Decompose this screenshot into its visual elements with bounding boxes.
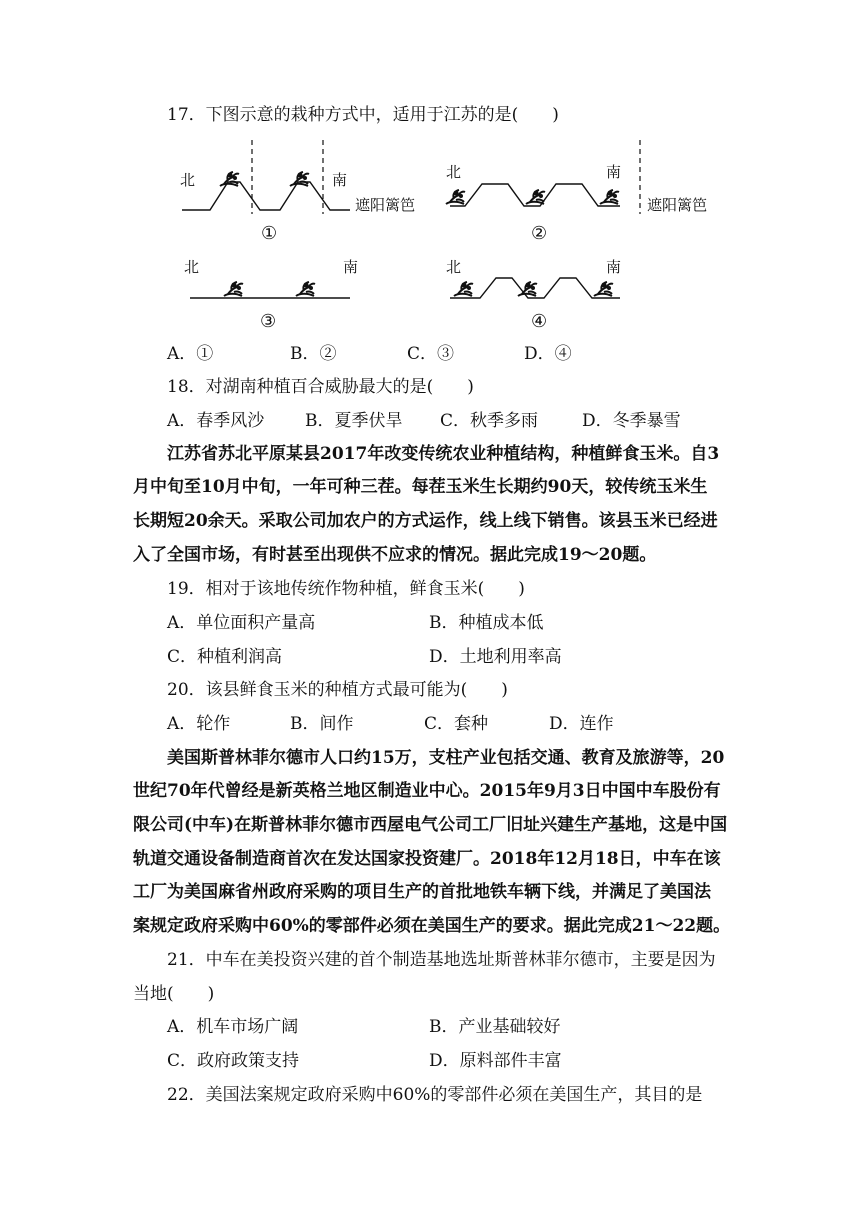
planting-diagram <box>160 132 760 342</box>
passage1-line: 入了全国市场，有时甚至出现供不应求的情况。据此完成19～20题。 <box>133 545 657 565</box>
d1-south: 南 <box>332 171 348 189</box>
diagram-4 <box>446 258 621 332</box>
q17-option-c[interactable]: C．③ <box>407 344 455 364</box>
q20-option-d[interactable]: D．连作 <box>549 714 614 734</box>
q20-option-a[interactable]: A．轮作 <box>167 714 231 734</box>
plant-icon <box>454 282 473 296</box>
passage2-line: 限公司(中车)在斯普林菲尔德市西屋电气公司工厂旧址兴建生产基地，这是中国 <box>133 815 728 835</box>
q18-option-d[interactable]: D．冬季暴雪 <box>582 411 681 431</box>
q19-option-b[interactable]: B．种植成本低 <box>429 613 544 633</box>
passage2-line: 工厂为美国麻省州政府采购的项目生产的首批地铁车辆下线，并满足了美国法 <box>133 882 711 902</box>
plant-icon <box>224 282 243 296</box>
d4-north: 北 <box>446 258 462 276</box>
q19-option-d[interactable]: D．土地利用率高 <box>429 647 562 667</box>
q21-stem: 21．中车在美投资兴建的首个制造基地选址斯普林菲尔德市，主要是因为 <box>167 950 716 970</box>
plant-icon <box>600 190 619 204</box>
q17-option-b[interactable]: B．② <box>290 344 337 364</box>
q17-option-d[interactable]: D．④ <box>524 344 572 364</box>
passage2-line: 轨道交通设备制造商首次在发达国家投资建厂。2018年12月18日，中车在该 <box>133 849 721 869</box>
d2-shade-label: 遮阳篱笆 <box>647 196 708 214</box>
passage2-line: 世纪70年代曾经是新英格兰地区制造业中心。2015年9月3日中国中车股份有 <box>133 781 721 801</box>
plant-icon <box>296 282 315 296</box>
q20-option-b[interactable]: B．间作 <box>290 714 354 734</box>
q18-option-b[interactable]: B．夏季伏旱 <box>305 411 403 431</box>
diagram-2 <box>446 140 707 244</box>
d1-number: ① <box>261 223 278 244</box>
passage1-line: 江苏省苏北平原某县2017年改变传统农业种植结构，种植鲜食玉米。自3 <box>167 444 720 464</box>
q20-stem: 20．该县鲜食玉米的种植方式最可能为( ) <box>167 680 508 700</box>
passage2-line: 案规定政府采购中60%的零部件必须在美国生产的要求。据此完成21～22题。 <box>133 916 731 936</box>
q22-stem: 22．美国法案规定政府采购中60%的零部件必须在美国生产，其目的是 <box>167 1085 703 1105</box>
diagram-3 <box>184 258 358 332</box>
d4-south: 南 <box>606 258 622 276</box>
q17-option-a[interactable]: A．① <box>167 344 214 364</box>
plant-icon <box>594 282 613 296</box>
q20-option-c[interactable]: C．套种 <box>424 714 489 734</box>
q21-option-d[interactable]: D．原料部件丰富 <box>429 1051 562 1071</box>
q17-stem: 17．下图示意的栽种方式中，适用于江苏的是( ) <box>167 105 559 125</box>
q18-option-c[interactable]: C．秋季多雨 <box>440 411 539 431</box>
q19-stem: 19．相对于该地传统作物种植，鲜食玉米( ) <box>167 579 525 599</box>
passage1-line: 月中旬至10月中旬，一年可种三茬。每茬玉米生长期约90天，较传统玉米生 <box>133 477 708 497</box>
plant-icon <box>446 190 465 204</box>
d3-number: ③ <box>260 311 277 332</box>
d3-south: 南 <box>343 258 359 276</box>
q18-option-a[interactable]: A．春季风沙 <box>167 411 265 431</box>
plant-icon <box>220 172 239 186</box>
q19-option-c[interactable]: C．种植利润高 <box>167 647 283 667</box>
passage1-line: 长期短20余天。采取公司加农户的方式运作，线上线下销售。该县玉米已经进 <box>133 511 718 531</box>
d1-north: 北 <box>180 171 196 189</box>
d2-north: 北 <box>446 163 462 181</box>
d2-number: ② <box>531 223 548 244</box>
q21-option-b[interactable]: B．产业基础较好 <box>429 1017 561 1037</box>
q18-stem: 18．对湖南种植百合威胁最大的是( ) <box>167 377 474 397</box>
q21-stem-continued: 当地( ) <box>133 984 215 1004</box>
diagram-1 <box>180 140 415 244</box>
d2-south: 南 <box>606 163 622 181</box>
q21-option-c[interactable]: C．政府政策支持 <box>167 1051 300 1071</box>
passage2-line: 美国斯普林菲尔德市人口约15万，支柱产业包括交通、教育及旅游等，20 <box>167 748 725 768</box>
q21-option-a[interactable]: A．机车市场广阔 <box>167 1017 299 1037</box>
d3-north: 北 <box>184 258 200 276</box>
plant-icon <box>290 172 309 186</box>
d1-shade-label: 遮阳篱笆 <box>355 196 416 214</box>
q19-option-a[interactable]: A．单位面积产量高 <box>167 613 316 633</box>
d4-number: ④ <box>531 311 548 332</box>
